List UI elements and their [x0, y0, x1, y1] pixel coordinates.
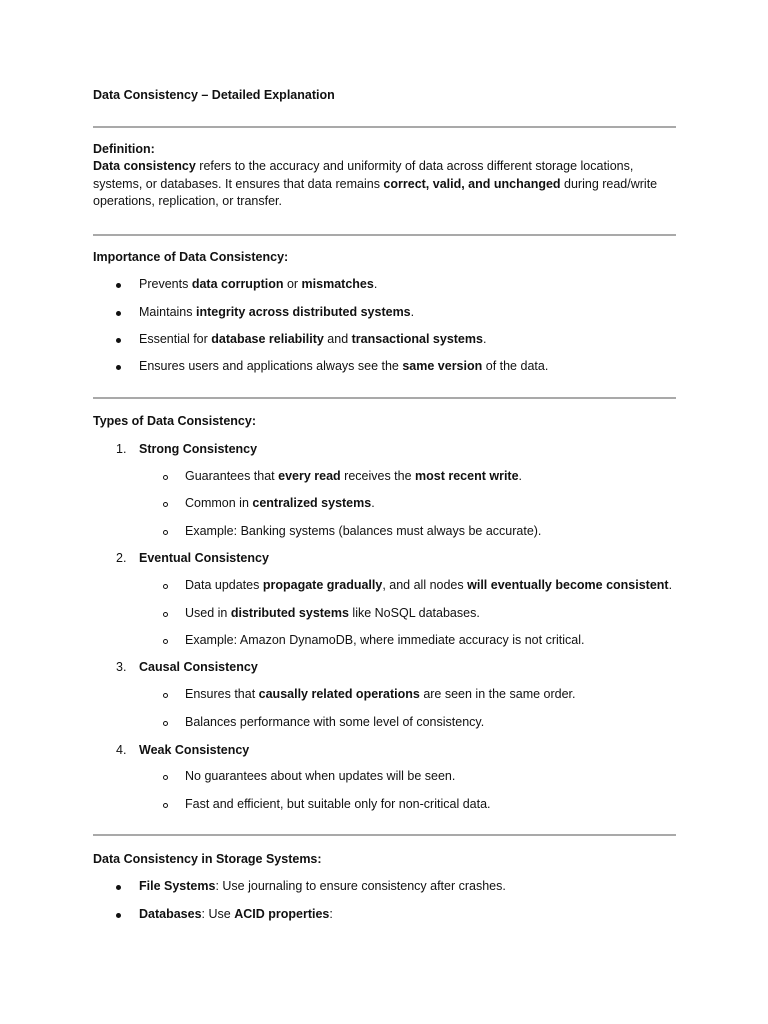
importance-item	[139, 359, 548, 373]
text-run: Ensures users and applications always see the	[139, 359, 403, 373]
list-number: 2.	[116, 551, 127, 565]
importance-item	[139, 277, 377, 291]
text-run: , and all nodes	[382, 578, 468, 592]
text-run: No guarantees about when updates will be seen.	[185, 769, 456, 783]
bullet-dot-icon	[116, 913, 121, 918]
circle-bullet-icon	[163, 693, 168, 698]
circle-bullet-icon	[163, 775, 168, 780]
consistency-type-detail	[185, 496, 375, 510]
list-number: 4.	[116, 743, 127, 757]
text-run: Example: Banking systems (balances must always be accurate).	[185, 524, 542, 538]
text-run: Common in	[185, 496, 253, 510]
bullet-dot-icon	[116, 885, 121, 890]
bold-text: most recent write	[415, 469, 519, 483]
text-run: .	[482, 332, 487, 346]
text-run: Balances performance with some level of consistency.	[185, 715, 485, 729]
bold-text: Databases	[139, 907, 202, 921]
divider	[93, 397, 676, 399]
consistency-type-detail	[185, 524, 541, 538]
text-run: Maintains	[139, 305, 196, 319]
bold-text: causally related operations	[258, 687, 420, 701]
text-run: are seen in the same order.	[419, 687, 576, 701]
text-run: of the data.	[482, 359, 549, 373]
consistency-type-detail	[185, 578, 672, 592]
bold-text: same version	[402, 359, 483, 373]
divider	[93, 234, 676, 236]
text-run: and	[323, 332, 352, 346]
list-number: 3.	[116, 660, 127, 674]
text-run: .	[373, 277, 378, 291]
storage-item	[139, 907, 333, 921]
bold-text: every read	[278, 469, 341, 483]
definition-paragraph	[93, 158, 676, 211]
circle-bullet-icon	[163, 639, 168, 644]
types-heading: Types of Data Consistency:	[93, 414, 257, 428]
consistency-type-label: Weak Consistency	[139, 743, 250, 757]
text-run: Ensures that	[185, 687, 259, 701]
bold-text: will eventually become consistent	[467, 578, 669, 592]
bold-text: File Systems	[139, 879, 216, 893]
bold-text: centralized systems	[252, 496, 372, 510]
bold-text: database reliability	[211, 332, 324, 346]
importance-heading: Importance of Data Consistency:	[93, 250, 289, 264]
text-run: Fast and efficient, but suitable only for non-critical data.	[185, 797, 491, 811]
circle-bullet-icon	[163, 721, 168, 726]
bold-text: mismatches	[301, 277, 374, 291]
circle-bullet-icon	[163, 803, 168, 808]
document-title: Data Consistency – Detailed Explanation	[93, 88, 335, 102]
text-run: or	[283, 277, 302, 291]
consistency-type-label: Strong Consistency	[139, 442, 258, 456]
text-run: during read/write operations, replication, or transfer.	[93, 176, 658, 208]
bold-text: distributed systems	[230, 606, 349, 620]
bold-text: data corruption	[191, 277, 284, 291]
text-run: Guarantees that	[185, 469, 279, 483]
divider	[93, 126, 676, 128]
bold-text: integrity across distributed systems	[195, 305, 411, 319]
circle-bullet-icon	[163, 530, 168, 535]
bullet-dot-icon	[116, 311, 121, 316]
consistency-type-detail	[185, 633, 584, 647]
bold-text: Data consistency	[93, 159, 196, 173]
text-run: .	[410, 305, 415, 319]
bullet-dot-icon	[116, 283, 121, 288]
circle-bullet-icon	[163, 502, 168, 507]
text-run: Essential for	[139, 332, 212, 346]
consistency-type-detail	[185, 715, 484, 729]
text-run: receives the	[340, 469, 416, 483]
bullet-dot-icon	[116, 365, 121, 370]
bullet-dot-icon	[116, 338, 121, 343]
text-run: Used in	[185, 606, 231, 620]
circle-bullet-icon	[163, 612, 168, 617]
text-run: Prevents	[139, 277, 192, 291]
text-run: :	[329, 907, 333, 921]
consistency-type-detail	[185, 687, 576, 701]
consistency-type-label: Eventual Consistency	[139, 551, 269, 565]
text-run: like NoSQL databases.	[348, 606, 480, 620]
divider	[93, 834, 676, 836]
bold-text: correct, valid, and unchanged	[383, 176, 561, 191]
circle-bullet-icon	[163, 584, 168, 589]
text-run: refers to the accuracy and uniformity of data across different storage locations, systems, or databases. It ensures that data remains	[93, 159, 634, 191]
bold-text: transactional systems	[351, 332, 483, 346]
text-run: : Use journaling to ensure consistency after crashes.	[215, 879, 506, 893]
importance-item	[139, 332, 486, 346]
text-run: Data updates	[185, 578, 263, 592]
storage-item	[139, 879, 506, 893]
text-run: .	[518, 469, 523, 483]
storage-heading: Data Consistency in Storage Systems:	[93, 852, 322, 866]
definition-heading: Definition:	[93, 142, 155, 156]
text-run: .	[668, 578, 673, 592]
bold-text: ACID properties	[234, 907, 330, 921]
circle-bullet-icon	[163, 475, 168, 480]
text-run: : Use	[201, 907, 235, 921]
consistency-type-label: Causal Consistency	[139, 660, 258, 674]
bold-text: propagate gradually	[262, 578, 383, 592]
consistency-type-detail	[185, 797, 491, 811]
consistency-type-detail	[185, 469, 522, 483]
text-run: Example: Amazon DynamoDB, where immediate accuracy is not critical.	[185, 633, 585, 647]
list-number: 1.	[116, 442, 127, 456]
consistency-type-detail	[185, 769, 455, 783]
consistency-type-detail	[185, 606, 480, 620]
text-run: .	[371, 496, 375, 510]
importance-item	[139, 305, 414, 319]
